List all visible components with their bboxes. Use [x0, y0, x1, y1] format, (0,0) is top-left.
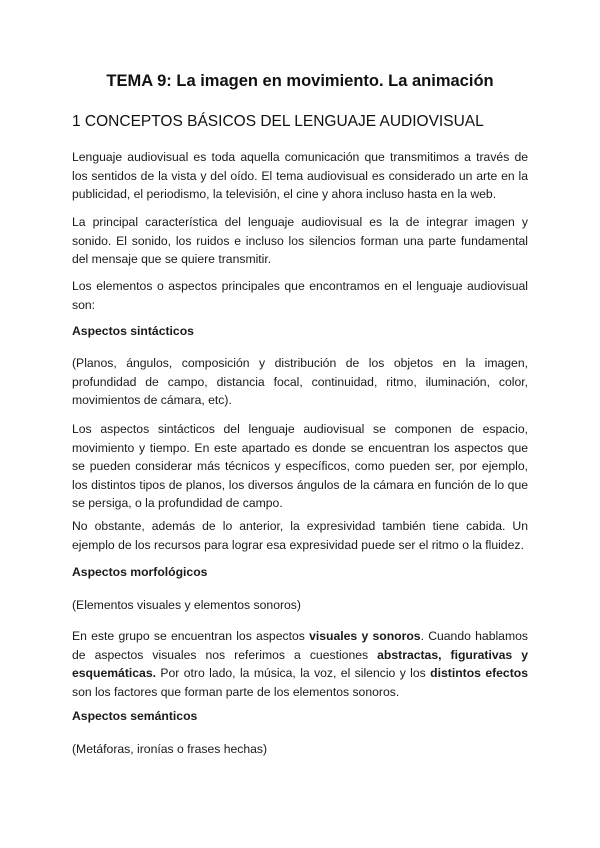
- text-run: son los factores que forman parte de los elementos sonoros.: [72, 684, 400, 699]
- sintacticos-paragraph-2: Los aspectos sintácticos del lenguaje audiovisual se componen de espacio, movimiento y tiempo. En este apartado es donde se encuentran los aspectos que se pueden considerar más técnicos y específicos, como pueden ser, por ejemplo, los distintos tipos de planos, los diversos ángulos de la cámara en función de lo que se persiga, o la profundidad de campo.: [72, 422, 528, 511]
- text-run: Por otro lado, la música, la voz, el silencio y los: [156, 666, 431, 681]
- morfologicos-paragraph-1: (Elementos visuales y elementos sonoros): [72, 598, 301, 612]
- bold-text-run: distintos efectos: [430, 666, 528, 681]
- semanticos-heading: Aspectos semánticos: [72, 709, 198, 723]
- morfologicos-paragraph-2: [72, 627, 528, 701]
- semanticos-paragraph-1: (Metáforas, ironías o frases hechas): [72, 742, 268, 756]
- intro-paragraph-3: Los elementos o aspectos principales que encontramos en el lenguaje audiovisual son:: [72, 279, 528, 312]
- intro-paragraph-2: La principal característica del lenguaje audiovisual es la de integrar imagen y sonido. El sonido, los ruidos e incluso los silencios forman una parte fundamental del mensaje que se quiere transmitir.: [72, 215, 528, 267]
- text-run: En este grupo se encuentran los aspectos: [72, 629, 310, 643]
- text-run: . Cuando hablamos de aspectos visuales nos referimos a cuestiones: [72, 629, 528, 662]
- bold-text-run: abstractas, figurativas y esquemáticas.: [72, 647, 528, 681]
- sintacticos-paragraph-3: No obstante, además de lo anterior, la expresividad también tiene cabida. Un ejemplo de los recursos para lograr esa expresividad puede ser el ritmo o la fluidez.: [72, 519, 528, 552]
- sintacticos-heading: Aspectos sintácticos: [72, 324, 194, 338]
- sintacticos-paragraph-1: (Planos, ángulos, composición y distribución de los objetos en la imagen, profundidad de campo, distancia focal, continuidad, ritmo, iluminación, color, movimientos de cámara, etc).: [72, 356, 528, 408]
- bold-text-run: visuales y sonoros: [309, 629, 421, 643]
- section-heading: 1 CONCEPTOS BÁSICOS DEL LENGUAJE AUDIOVISUAL: [72, 113, 484, 130]
- morfologicos-heading: Aspectos morfológicos: [72, 565, 208, 579]
- intro-paragraph-1: Lenguaje audiovisual es toda aquella comunicación que transmitimos a través de los sentidos de la vista y del oído. El tema audiovisual es considerado un arte en la publicidad, el periodismo, la televisión, el cine y ahora incluso hasta en la web.: [72, 150, 528, 202]
- page-title: TEMA 9: La imagen en movimiento. La animación: [106, 72, 494, 90]
